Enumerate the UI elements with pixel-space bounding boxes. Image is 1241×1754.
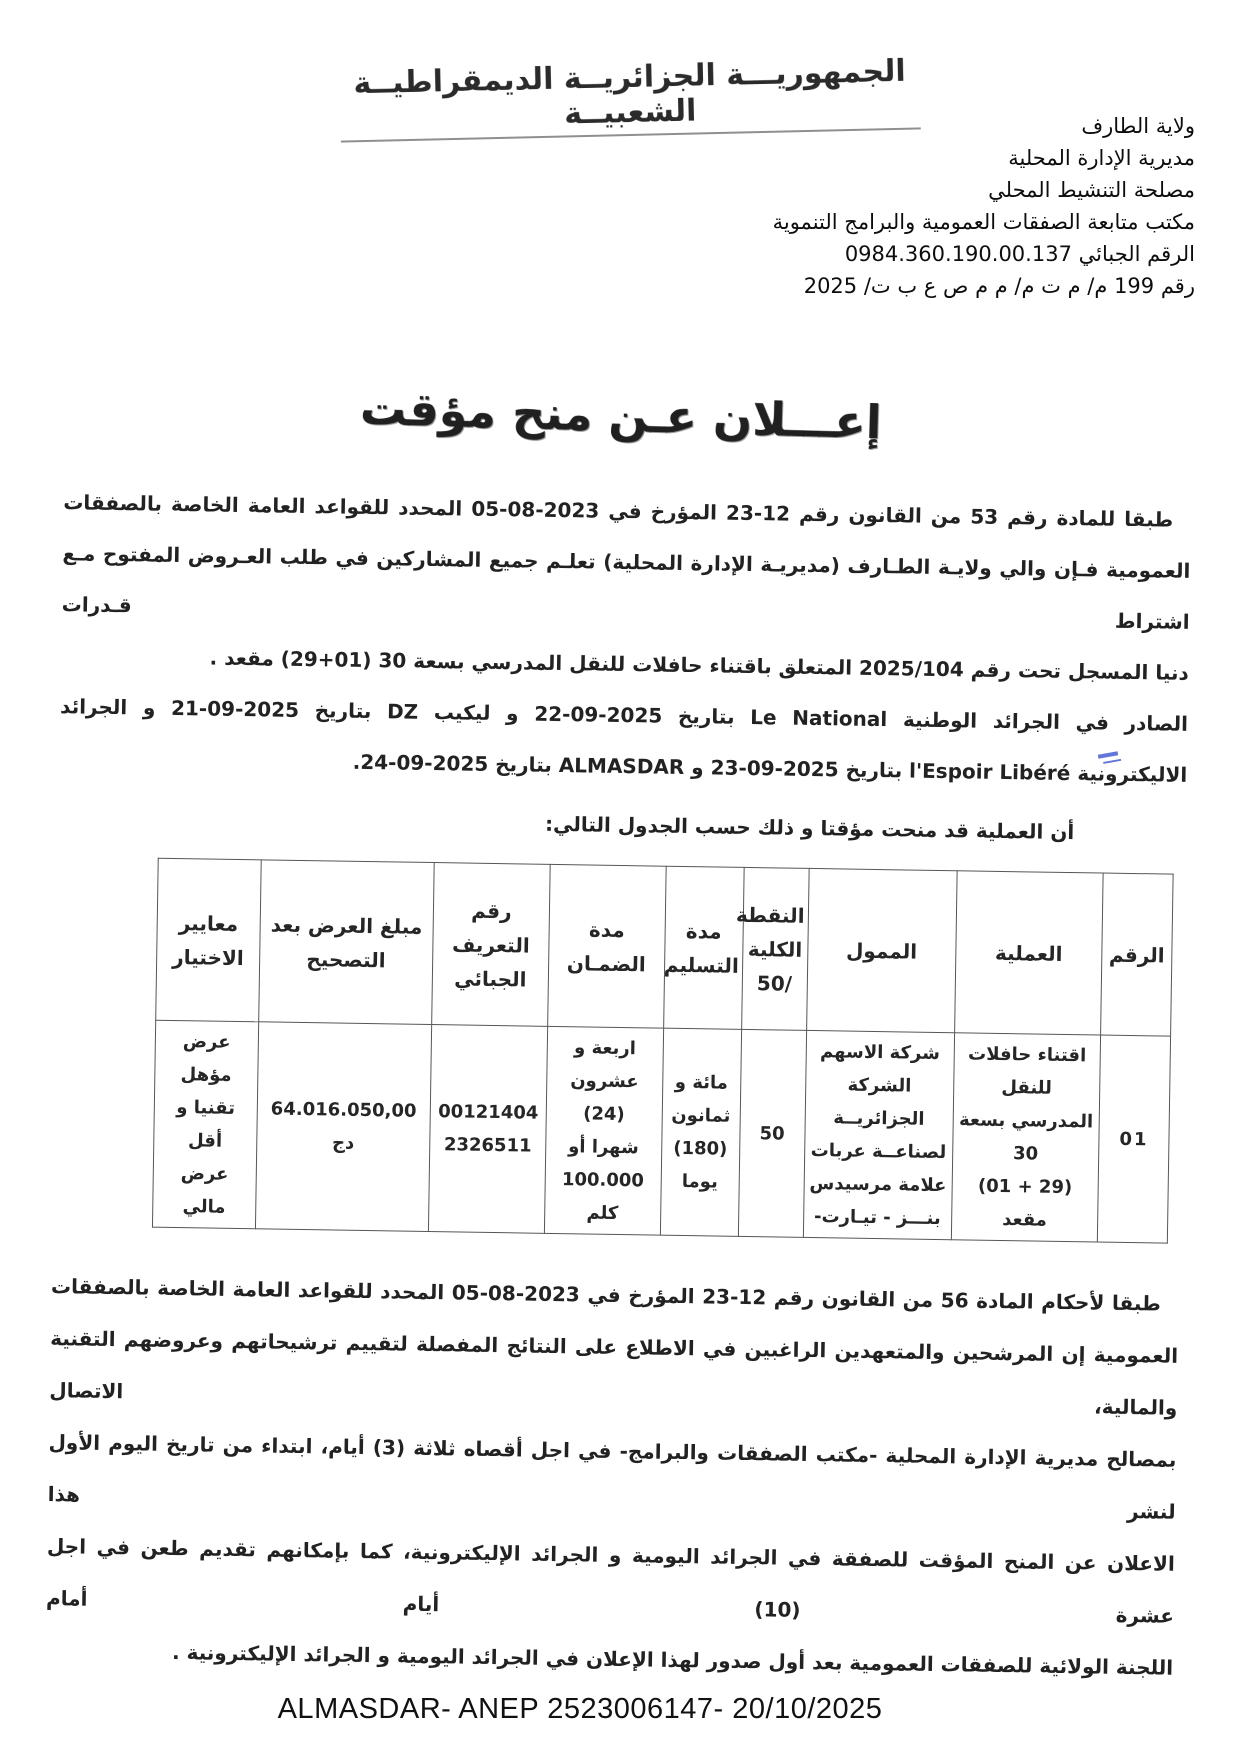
header-operation: العملية bbox=[954, 871, 1103, 1035]
cell-tax-id: 00121404 2326511 bbox=[429, 1025, 548, 1234]
table-lead-line: أن العملية قد منحت مؤقتا و ذلك حسب الجدول التالي: bbox=[544, 811, 1075, 845]
cell-number: 01 bbox=[1097, 1035, 1170, 1243]
republic-header-text: الجمهوريـــة الجزائريــة الديمقراطيــة الشعبيــة bbox=[339, 53, 921, 142]
intro-line-1: طبقا للمادة رقم 53 من القانون رقم 12-23 المؤرخ في 2023-08-05 المحدد للقواعد العامة الخاصة بالصفقات bbox=[63, 490, 1174, 532]
intro-line-2: العمومية فـإن والي ولايـة الطـارف (مديريـة الإدارة المحلية) تعلـم جميع المشاركين في طلب العـروض المفتوح مـع اشتراط قـدرات bbox=[61, 541, 1191, 634]
closing-paragraph bbox=[45, 1260, 1179, 1694]
letterhead-wilaya: ولاية الطارف bbox=[1081, 114, 1195, 138]
cell-funder: شركة الاسهم الشركة الجزائريــة لصناعــة عربات علامة مرسيدس بنـــز - تيـارت- bbox=[803, 1030, 954, 1239]
cell-operation: اقتناء حافلات للنقل المدرسي بسعة 30 (29 + 01) مقعد bbox=[951, 1033, 1100, 1242]
closing-line-2: العمومية إن المرشحين والمتعهدين الراغبين في الاطلاع على النتائج المفصلة لتقييم ترشيحاتهم وعروضهم التقنية والمالية، الاتصال bbox=[49, 1326, 1179, 1420]
intro-line-4: الصادر في الجرائد الوطنية Le National بتاريخ 2025-09-22 و ليكيب DZ بتاريخ 2025-09-21 و الجرائد bbox=[59, 694, 1189, 736]
intro-line-3: دنيا المسجل تحت رقم 2025/104 المتعلق باقتناء حافلات للنقل المدرسي بسعة 30 (01+29) مقعد . bbox=[209, 645, 1189, 685]
closing-line-5: اللجنة الولائية للصفقات العمومية بعد أول صدور لهذا الإعلان في الجرائد اليومية و الجرائد الإليكترونية . bbox=[171, 1640, 1174, 1680]
document-body bbox=[45, 477, 1192, 1694]
cell-delivery-period: مائة و ثمانون (180) يوما bbox=[660, 1028, 741, 1236]
header-delivery-period: مدة التسليم bbox=[663, 866, 744, 1029]
header-offer-amount: مبلغ العرض بعد التصحيح bbox=[258, 860, 434, 1025]
closing-line-4: الاعلان عن المنح المؤقت للصفقة في الجرائد اليومية و الجرائد الإليكترونية، كما بإمكانهم تقديم طعن في اجل عشرة (10) أيام أمام bbox=[45, 1534, 1175, 1628]
cell-offer-amount: 64.016.050,00 دج bbox=[255, 1022, 432, 1232]
announcement-title bbox=[0, 380, 1241, 450]
anep-footer-line: ALMASDAR- ANEP 2523006147- 20/10/2025 bbox=[277, 1693, 883, 1725]
cell-total-score: 50 bbox=[738, 1029, 806, 1237]
closing-line-3: بمصالح مديرية الإدارة المحلية -مكتب الصفقات والبرامج- في اجل أقصاه ثلاثة (3) أيام، ابتداء من تاريخ اليوم الأول لنشر هذا bbox=[47, 1430, 1177, 1524]
closing-line-1: طبقا لأحكام المادة 56 من القانون رقم 12-23 المؤرخ في 2023-08-05 المحدد للقواعد العامة الخاصة بالصفقات bbox=[50, 1274, 1162, 1316]
header-total-score: النقطة الكلية /50 bbox=[741, 867, 808, 1030]
header-selection-criteria: معايير الاختيار bbox=[156, 858, 261, 1022]
table-row bbox=[152, 1020, 1170, 1243]
letterhead-office: مكتب متابعة الصفقات العمومية والبرامج التنموية bbox=[772, 210, 1195, 234]
header-warranty-period: مدة الضمـان bbox=[547, 864, 665, 1028]
cell-selection-criteria: عرض مؤهل تقنيا و أقل عرض مالي bbox=[152, 1020, 258, 1229]
award-table bbox=[152, 858, 1174, 1244]
letterhead bbox=[773, 110, 1195, 302]
letterhead-tax-number: الرقم الجبائي 0984.360.190.00.137 bbox=[844, 242, 1195, 266]
letterhead-directorate: مديرية الإدارة المحلية bbox=[1008, 146, 1195, 170]
announcement-title-text: إعـــلان عـن منح مؤقت bbox=[359, 380, 882, 450]
table-header-row bbox=[156, 858, 1173, 1036]
header-number: الرقم bbox=[1101, 873, 1174, 1036]
letterhead-reference-number: رقم 199 م/ م ت م/ م م ص ع ب ت/ 2025 bbox=[803, 274, 1195, 298]
letterhead-service: مصلحة التنشيط المحلي bbox=[988, 178, 1195, 202]
header-funder: الممول bbox=[806, 868, 957, 1032]
header-tax-id: رقم التعريف الجبائي bbox=[432, 863, 550, 1027]
intro-line-5: الاليكترونية l'Espoir Libéré بتاريخ 2025-09-23 و ALMASDAR بتاريخ 2025-09-24. bbox=[352, 749, 1188, 787]
cell-warranty-period: اربعة و عشرون (24) شهرا أو 100.000 كلم bbox=[544, 1026, 663, 1235]
intro-paragraph bbox=[58, 477, 1192, 860]
